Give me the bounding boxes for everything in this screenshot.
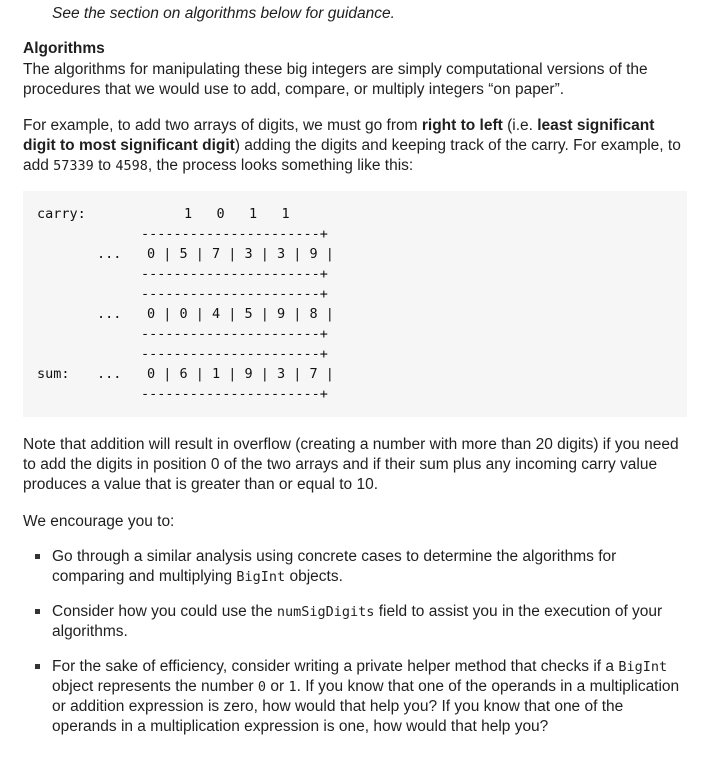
row-sum: 0 | 6 | 1 | 9 | 3 | 7 |	[147, 366, 334, 382]
list-item: For the sake of efficiency, consider writing a private helper method that checks if a BigInt object represents the number 0 or 1. If you know that one of the operands in a multiplication or addition expression is zero, how would that help you? If you know that one of the operands in a multiplication expression is one, how would that help you?	[23, 657, 691, 737]
paragraph-encourage: We encourage you to:	[23, 513, 175, 530]
code-57339: 57339	[53, 158, 94, 174]
ellipsis: ...	[97, 246, 122, 262]
ellipsis: ...	[97, 366, 122, 382]
border-line: ----------------------+	[141, 386, 328, 402]
bullet-icon	[35, 609, 40, 614]
intro-note: See the section on algorithms below for guidance.	[52, 5, 395, 22]
border-line: ----------------------+	[141, 286, 328, 302]
row-57339: 0 | 5 | 7 | 3 | 3 | 9 |	[147, 246, 334, 262]
list-item: Go through a similar analysis using concrete cases to determine the algorithms for comparing and multiplying BigInt objects.	[23, 547, 691, 587]
row-4598: 0 | 0 | 4 | 5 | 9 | 8 |	[147, 306, 334, 322]
encouragement-list	[23, 547, 691, 752]
code-block	[23, 191, 687, 417]
sum-label: sum:	[37, 366, 70, 382]
bold-least-to-most: least significant digit to most significant digit	[23, 117, 655, 154]
border-line: ----------------------+	[141, 266, 328, 282]
border-line: ----------------------+	[141, 346, 328, 362]
code-4598: 4598	[115, 158, 148, 174]
border-line: ----------------------+	[141, 226, 328, 242]
carry-digits: 1 0 1 1	[184, 206, 290, 222]
paragraph-overflow: Note that addition will result in overflow (creating a number with more than 20 digits) if you need to add the digits in position 0 of the two arrays and if their sum plus any incoming carry value produces a value that is greater than or equal to 10.	[23, 436, 679, 493]
bullet-icon	[35, 554, 40, 559]
carry-label: carry:	[37, 206, 86, 222]
ellipsis: ...	[97, 306, 122, 322]
list-item: Consider how you could use the numSigDigits field to assist you in the execution of your algorithms.	[23, 602, 691, 642]
border-line: ----------------------+	[141, 326, 328, 342]
bold-right-to-left: right to left	[421, 117, 503, 134]
section-heading: Algorithms	[23, 40, 105, 57]
paragraph-intro: The algorithms for manipulating these big integers are simply computational versions of the procedures that we would use to add, compare, or multiply integers “on paper”.	[23, 61, 648, 98]
bullet-icon	[35, 664, 40, 669]
paragraph-example: For example, to add two arrays of digits, we must go from right to left (i.e. least significant digit to most significant digit) adding the digits and keeping track of the carry. For example, to add 57339 to 4598, the process looks something like this:	[23, 117, 681, 174]
